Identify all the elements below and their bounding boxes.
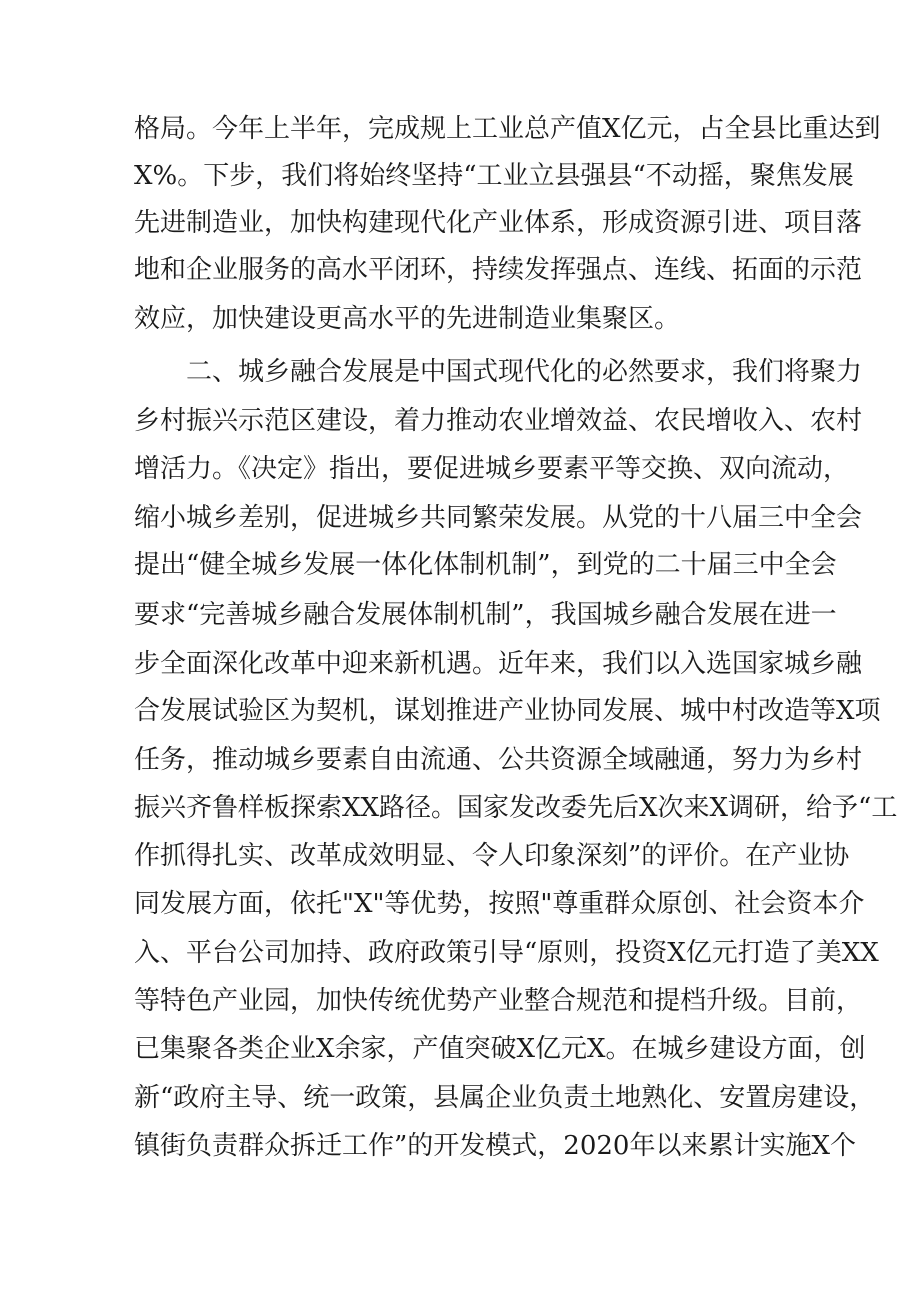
paragraph-2-line-17: 镇街负责群众拆迁工作”的开发模式，2020年以来累计实施X个 [134, 1131, 856, 1161]
paragraph-2-line-8: 合发展试验区为契机，谋划推进产业协同发展、城中村改造等X项 [134, 696, 881, 726]
paragraph-2-line-7: 步全面深化改革中迎来新机遇。近年来，我们以入选国家城乡融 [134, 649, 863, 679]
paragraph-2-line-13: 入、平台公司加持、政府政策引导“原则，投资X亿元打造了美XX [134, 938, 879, 968]
paragraph-1-line-2: X%。下步，我们将始终坚持“工业立县强县“不动摇，聚焦发展 [134, 161, 854, 191]
paragraph-2-line-11: 作抓得扎实、改革成效明显、令人印象深刻”的评价。在产业协 [134, 841, 850, 871]
paragraph-2-line-1: 二、城乡融合发展是中国式现代化的必然要求，我们将聚力 [186, 357, 863, 387]
paragraph-2-line-10: 振兴齐鲁样板探索XX路径。国家发改委先后X次来X调研，给予“工 [134, 793, 898, 823]
paragraph-2-line-16: 新“政府主导、统一政策，县属企业负责土地熟化、安置房建设， [134, 1083, 876, 1113]
paragraph-2-line-15: 已集聚各类企业X余家，产值突破X亿元X。在城乡建设方面，创 [134, 1034, 866, 1064]
paragraph-2-line-2: 乡村振兴示范区建设，着力推动农业增效益、农民增收入、农村 [134, 406, 863, 436]
paragraph-2-line-5: 提出“健全城乡发展一体化体制机制”，到党的二十届三中全会 [134, 550, 837, 580]
paragraph-2-line-12: 同发展方面，依托"X"等优势，按照"尊重群众原创、社会资本介 [134, 889, 865, 919]
paragraph-1-line-3: 先进制造业，加快构建现代化产业体系，形成资源引进、项目落 [134, 208, 863, 238]
paragraph-2-line-3: 增活力。《决定》指出，要促进城乡要素平等交换、双向流动， [134, 454, 850, 484]
paragraph-1-line-4: 地和企业服务的高水平闭环，持续发挥强点、连线、拓面的示范 [134, 255, 863, 285]
paragraph-1-line-5: 效应，加快建设更高水平的先进制造业集聚区。 [134, 304, 681, 334]
paragraph-2-line-9: 任务，推动城乡要素自由流通、公共资源全域融通，努力为乡村 [134, 745, 863, 775]
paragraph-1-line-1: 格局。今年上半年，完成规上工业总产值X亿元，占全县比重达到 [134, 114, 881, 144]
paragraph-2-line-6: 要求“完善城乡融合发展体制机制”，我国城乡融合发展在进一 [134, 600, 837, 630]
paragraph-2-line-4: 缩小城乡差别，促进城乡共同繁荣发展。从党的十八届三中全会 [134, 503, 863, 533]
paragraph-2-line-14: 等特色产业园，加快传统优势产业整合规范和提档升级。目前， [134, 986, 863, 1016]
